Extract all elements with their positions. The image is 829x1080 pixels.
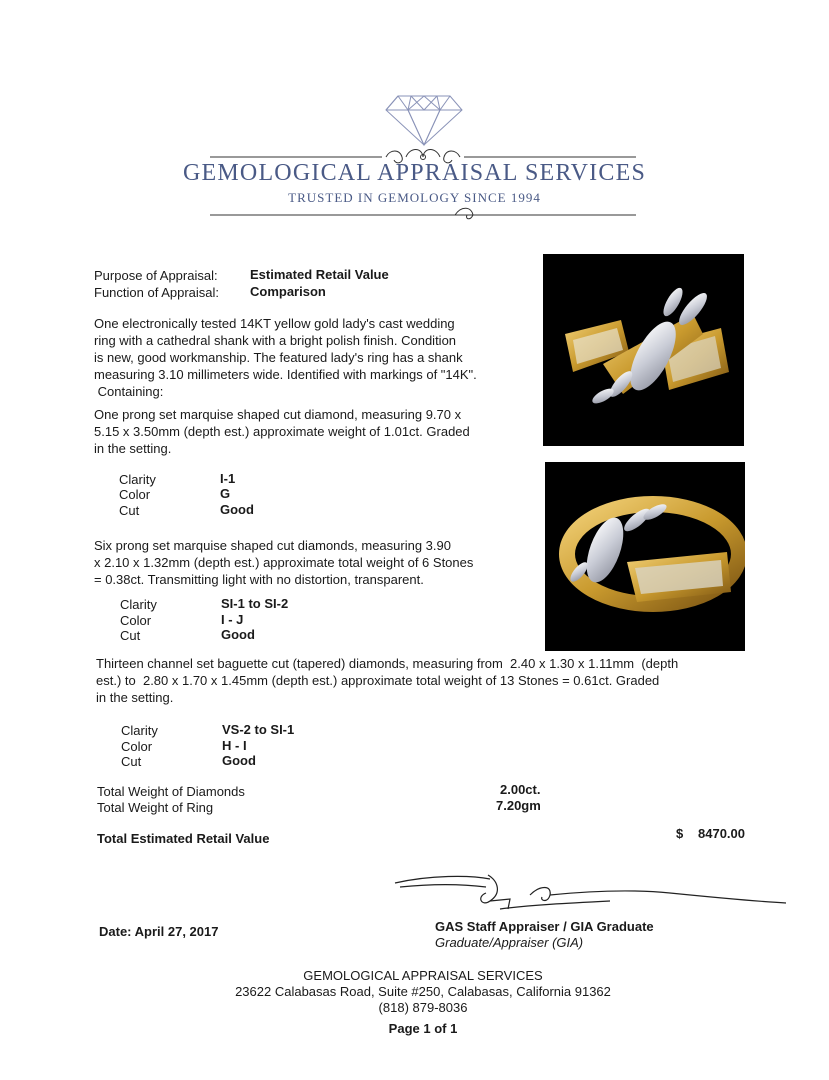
total-diamond-weight-value: 2.00ct. <box>500 782 541 797</box>
company-title: GEMOLOGICAL APPRAISAL SERVICES <box>182 160 646 186</box>
center-stone-description <box>94 406 514 457</box>
total-diamond-weight-label: Total Weight of Diamonds <box>97 784 245 799</box>
cut-value: Good <box>221 627 255 642</box>
clarity-label: Clarity <box>121 723 158 738</box>
appraiser-title: GAS Staff Appraiser / GIA Graduate <box>435 919 654 934</box>
description-line: measuring 3.10 millimeters wide. Identified with markings of "14K". <box>94 367 477 382</box>
cut-value: Good <box>222 753 256 768</box>
baguette-stones-description <box>96 655 736 706</box>
color-value: H - I <box>222 738 247 753</box>
cut-value: Good <box>220 502 254 517</box>
total-ring-weight-value: 7.20gm <box>496 798 541 813</box>
stone-line: est.) to 2.80 x 1.70 x 1.45mm (depth est.) approximate total weight of 13 Stones = 0.61ct. Graded <box>96 673 660 688</box>
stone-line: = 0.38ct. Transmitting light with no distortion, transparent. <box>94 572 424 587</box>
description-line: One electronically tested 14KT yellow gold lady's cast wedding <box>94 316 455 331</box>
description-line: ring with a cathedral shank with a bright polish finish. Condition <box>94 333 457 348</box>
total-retail-value-label: Total Estimated Retail Value <box>97 831 270 846</box>
function-value: Comparison <box>250 284 326 299</box>
stone-line: Thirteen channel set baguette cut (tapered) diamonds, measuring from 2.40 x 1.30 x 1.11mm (depth <box>96 656 679 671</box>
purpose-label: Purpose of Appraisal: <box>94 268 218 283</box>
color-label: Color <box>120 613 152 628</box>
footer-phone: (818) 879-8036 <box>378 1000 468 1015</box>
clarity-value: VS-2 to SI-1 <box>222 722 295 737</box>
side-stones-description <box>94 537 534 588</box>
diamond-logo-icon <box>384 92 464 147</box>
ring-description <box>94 315 514 400</box>
color-value: G <box>220 486 231 501</box>
stone-line: x 2.10 x 1.32mm (depth est.) approximate total weight of 6 Stones <box>94 555 474 570</box>
clarity-value: SI-1 to SI-2 <box>221 596 289 611</box>
stone-line: in the setting. <box>96 690 174 705</box>
clarity-label: Clarity <box>119 472 156 487</box>
appraiser-subtitle: Graduate/Appraiser (GIA) <box>435 935 584 950</box>
clarity-label: Clarity <box>120 597 157 612</box>
function-label: Function of Appraisal: <box>94 285 220 300</box>
color-label: Color <box>119 487 151 502</box>
footer-address: 23622 Calabasas Road, Suite #250, Calabasas, California 91362 <box>235 984 611 999</box>
description-line: is new, good workmanship. The featured lady's ring has a shank <box>94 350 463 365</box>
page-number: Page 1 of 1 <box>388 1021 458 1036</box>
color-label: Color <box>121 739 153 754</box>
stone-line: 5.15 x 3.50mm (depth est.) approximate weight of 1.01ct. Graded <box>94 424 470 439</box>
ring-photo-top <box>543 254 744 446</box>
footer-company: GEMOLOGICAL APPRAISAL SERVICES <box>303 968 543 983</box>
appraiser-signature <box>390 865 790 925</box>
description-line: Containing: <box>94 384 164 399</box>
clarity-value: I-1 <box>220 471 236 486</box>
total-retail-value: 8470.00 <box>698 826 745 841</box>
ornament-rule-bottom <box>210 203 636 225</box>
cut-label: Cut <box>120 628 141 643</box>
company-tagline: TRUSTED IN GEMOLOGY SINCE 1994 <box>288 190 541 205</box>
currency-symbol: $ <box>676 826 684 841</box>
appraisal-date: Date: April 27, 2017 <box>99 924 219 939</box>
total-ring-weight-label: Total Weight of Ring <box>97 800 214 815</box>
color-value: I - J <box>221 612 244 627</box>
stone-line: in the setting. <box>94 441 172 456</box>
ring-image-bottom <box>545 462 745 651</box>
cut-label: Cut <box>119 503 140 518</box>
purpose-value: Estimated Retail Value <box>250 267 389 282</box>
ring-image-top <box>543 254 744 446</box>
stone-line: Six prong set marquise shaped cut diamonds, measuring 3.90 <box>94 538 451 553</box>
ring-photo-bottom <box>545 462 745 651</box>
cut-label: Cut <box>121 754 142 769</box>
stone-line: One prong set marquise shaped cut diamond, measuring 9.70 x <box>94 407 462 422</box>
